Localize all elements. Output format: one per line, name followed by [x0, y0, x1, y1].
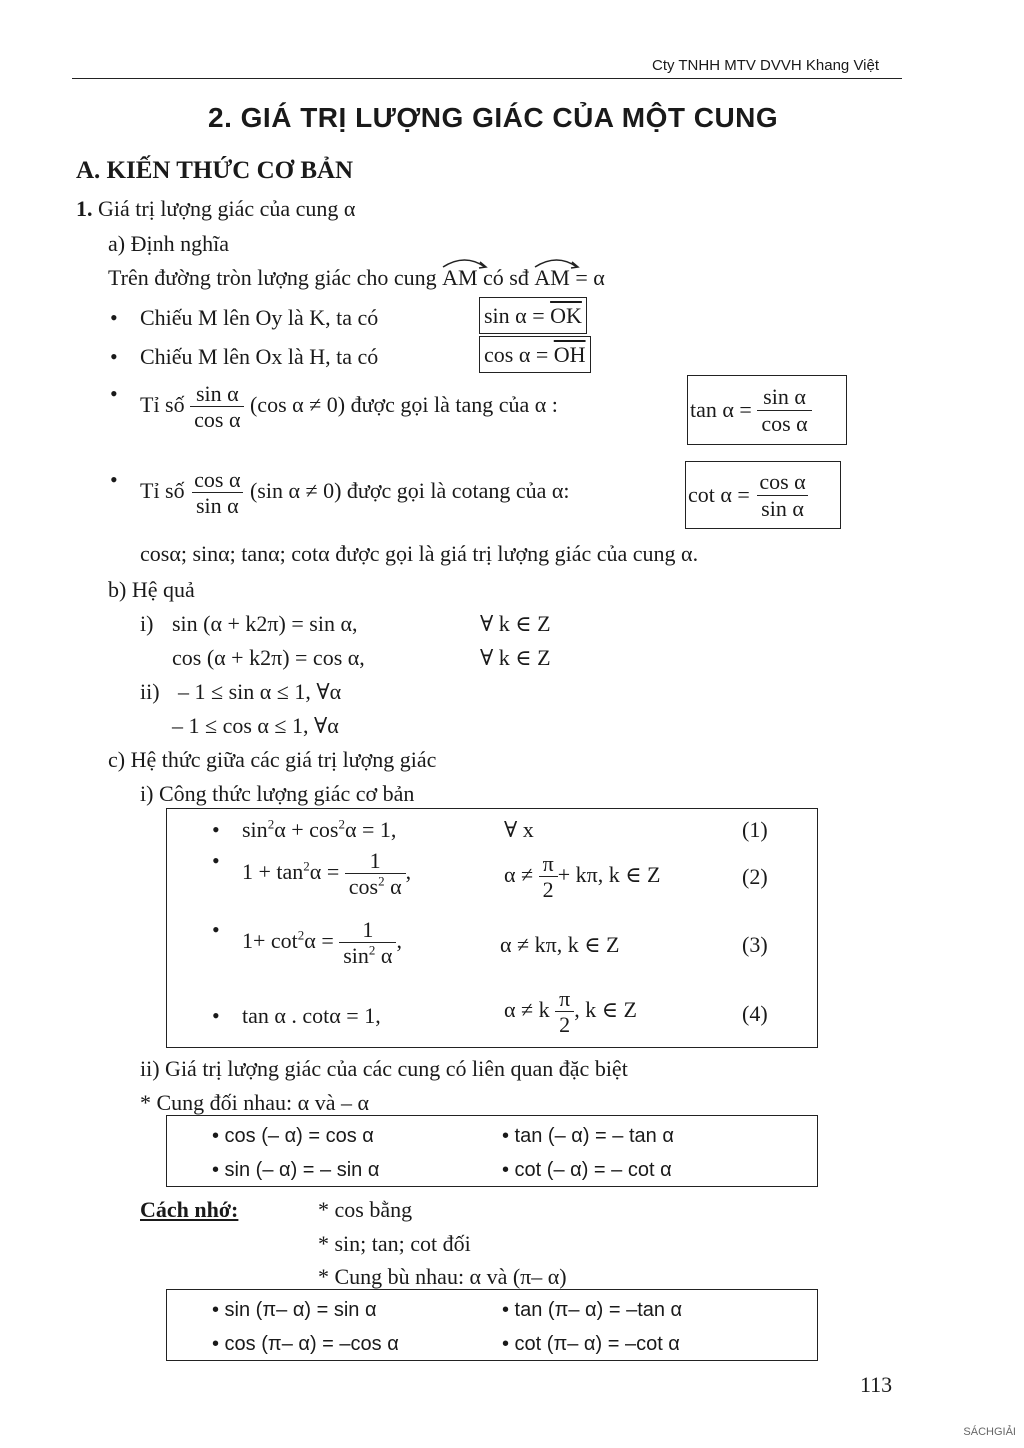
section-heading: A. KIẾN THỨC CƠ BẢN: [76, 157, 354, 184]
formula-2-condition: α ≠ $\frac{\pi}{2}$ + kπ, k ∈ Z: [504, 851, 661, 903]
bound-sin: – 1 ≤ sin α ≤ 1, ∀α: [178, 679, 342, 704]
opposite-arcs-heading: * Cung đối nhau: α và – α: [140, 1090, 369, 1115]
fraction-sin-over-cos: $\frac{\text{sin α}}{\text{cos α}}$: [190, 381, 244, 433]
supplementary-arcs-heading: * Cung bù nhau: α và (π– α): [318, 1264, 567, 1289]
subsection-a-heading: a) Định nghĩa: [108, 231, 229, 256]
formula-1-condition: ∀ x: [504, 817, 534, 842]
opposite-sin: • sin (– α) = – sin α: [212, 1159, 380, 1181]
opposite-cos: • cos (– α) = cos α: [212, 1125, 374, 1147]
fraction-one-over-sin-squared: $\frac{1}{\sin^2 \alpha}$: [339, 917, 396, 969]
bound-cos: – 1 ≤ cos α ≤ 1, ∀α: [172, 713, 339, 738]
formula-1: • $\sin^2\alpha + \cos^2\alpha = 1$,: [242, 817, 396, 843]
item-1: [76, 196, 355, 222]
watermark-logo: SÁCHGIẢI: [963, 1426, 1016, 1438]
intro-post-text: = α: [575, 265, 605, 290]
formula-3-number: (3): [742, 932, 768, 957]
remember-label: Cách nhớ:: [140, 1197, 239, 1222]
box-tan-definition: tan α = $\frac{\text{sin α}}{\text{cos α}}$: [687, 375, 847, 445]
periodicity-sin-condition: ∀ k ∈ Z: [480, 611, 551, 636]
page-title: 2. GIÁ TRỊ LƯỢNG GIÁC CỦA MỘT CUNG: [208, 102, 779, 133]
item-1-number: 1.: [76, 196, 93, 221]
subsection-b-heading: b) Hệ quả: [108, 577, 195, 602]
special-arcs-heading: ii) Giá trị lượng giác của các cung có liên quan đặc biệt: [140, 1056, 628, 1081]
fraction-pi-over-two-4: $\frac{\pi}{2}$: [555, 986, 574, 1038]
arc-am-1: AM: [442, 265, 477, 291]
opposite-cot: • cot (– α) = – cot α: [502, 1159, 672, 1181]
box-cot-definition: cot α = $\frac{\text{cos α}}{\text{sin α}}$: [685, 461, 841, 529]
consequence-i-label: i): [140, 611, 154, 636]
periodicity-cos: cos (α + k2π) = cos α,: [172, 645, 365, 670]
formula-2: • $1 + \tan^2\alpha$ = $\frac{1}{\cos^2 \alpha}$ ,: [242, 848, 411, 900]
item-1-text: Giá trị lượng giác của cung α: [98, 196, 356, 221]
supplementary-sin: • sin (π– α) = sin α: [212, 1299, 377, 1321]
formula-4: • tan α . cotα = 1,: [242, 1003, 381, 1029]
box-cos-oh: $\cos \alpha = \overline{OH}$: [479, 336, 591, 373]
bullet-cotangent: • Tỉ số $\frac{\text{cos α}}{\text{sin α}}$ (sin α ≠ 0) được gọi là cotang của α:: [140, 467, 570, 519]
segment-oh: $\overline{OH}$: [553, 342, 586, 367]
bullet-project-oy: • Chiếu M lên Oy là K, ta có: [140, 305, 378, 331]
header-divider: [72, 78, 902, 79]
formula-3: • $1+ \cot^2\alpha$ = $\frac{1}{\sin^2 \alpha}$ ,: [242, 917, 402, 969]
intro-mid-text: có sđ: [483, 265, 529, 290]
formula-2-number: (2): [742, 864, 768, 889]
periodicity-sin: sin (α + k2π) = sin α,: [172, 611, 358, 636]
segment-ok: $\overline{OK}$: [550, 303, 582, 328]
bullet-project-ox: • Chiếu M lên Ox là H, ta có: [140, 344, 378, 370]
box-sin-ok: $\sin \alpha = \overline{OK}$: [479, 297, 587, 334]
definition-summary: cosα; sinα; tanα; cotα được gọi là giá trị lượng giác của cung α.: [140, 541, 699, 566]
supplementary-cot: • cot (π– α) = –cot α: [502, 1333, 680, 1355]
remember-cos: * cos bằng: [318, 1197, 413, 1222]
consequence-ii-label: ii): [140, 679, 160, 704]
arc-symbol-icon: [532, 253, 582, 269]
subsection-c-heading: c) Hệ thức giữa các giá trị lượng giác: [108, 747, 437, 772]
page-number: 113: [860, 1372, 893, 1397]
publisher-header: Cty TNHH MTV DVVH Khang Việt: [652, 57, 880, 74]
remember-sin-tan-cot: * sin; tan; cot đối: [318, 1231, 471, 1256]
opposite-tan: • tan (– α) = – tan α: [502, 1125, 674, 1147]
formula-3-condition: α ≠ kπ, k ∈ Z: [500, 932, 620, 957]
formula-4-number: (4): [742, 1001, 768, 1026]
arc-symbol-icon: [440, 253, 490, 269]
fraction-pi-over-two: $\frac{\pi}{2}$: [539, 851, 558, 903]
fraction-one-over-cos-squared: $\frac{1}{\cos^2 \alpha}$: [345, 848, 406, 900]
basic-formulas-heading: i) Công thức lượng giác cơ bản: [140, 781, 415, 806]
supplementary-tan: • tan (π– α) = –tan α: [502, 1299, 683, 1321]
formula-4-condition: α ≠ k $\frac{\pi}{2}$ , k ∈ Z: [504, 986, 637, 1038]
definition-intro: [108, 265, 605, 291]
formula-1-number: (1): [742, 817, 768, 842]
supplementary-cos: • cos (π– α) = –cos α: [212, 1333, 399, 1355]
fraction-cos-over-sin: $\frac{\text{cos α}}{\text{sin α}}$: [190, 467, 244, 519]
bullet-tangent: • Tỉ số $\frac{\text{sin α}}{\text{cos α}}$ (cos α ≠ 0) được gọi là tang của α :: [140, 381, 558, 433]
periodicity-cos-condition: ∀ k ∈ Z: [480, 645, 551, 670]
arc-am-2: AM: [534, 265, 569, 291]
intro-text: Trên đường tròn lượng giác cho cung: [108, 265, 437, 290]
